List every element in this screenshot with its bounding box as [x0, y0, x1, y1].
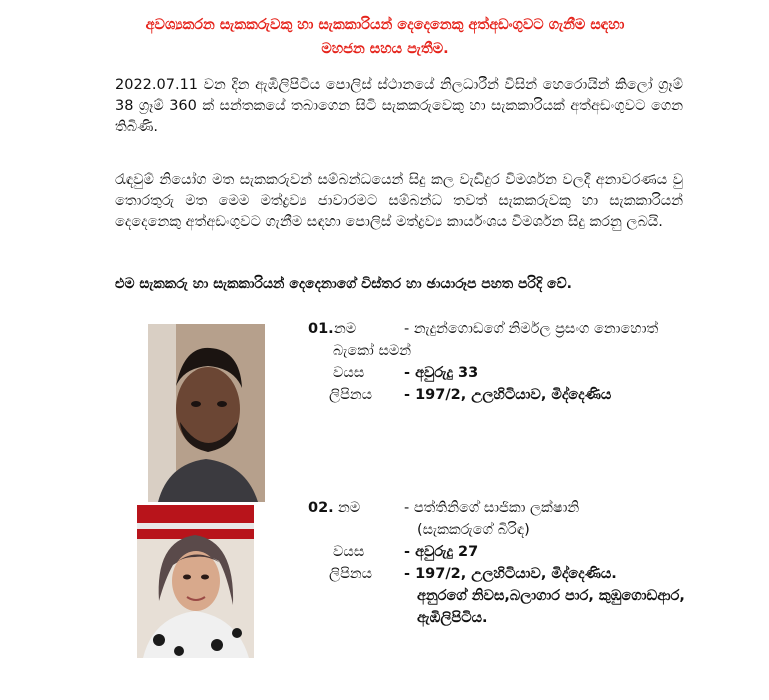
details-summary-line: එම සැකකරු හා සැකකාරියන් දෙදෙනාගේ විස්තර හා ඡායාරූප පහත පරිදි වේ.: [115, 276, 572, 292]
suspect-1-number: 01.: [308, 321, 334, 337]
suspect-1-address-value: - 197/2, උලහිටියාව, මිද්දෙණිය: [404, 387, 612, 403]
suspect-2-address-extra-2: ඇඹිලිපිටිය.: [417, 610, 488, 626]
suspect-2-relation: (සැකකරුගේ බිරිඳ): [417, 522, 530, 538]
suspect-1-name-value: - නැදුන්ගොඩගේ නිර්මල ප්‍රසංග නොහොත්: [404, 321, 659, 337]
notice-title: [95, 13, 675, 61]
suspect-2-record: [308, 497, 708, 637]
paragraph-investigation: රැඳවුම් නියෝග මත සැකකරුවන් සම්බන්ධයෙන් සිදු කල වැඩිදුර විමර්ශන වලදී අනාවරණය වු තොරතුරු මත මෙම මත්ද්‍රව්‍ය ජාවාරමට සම්බන්ධ තවත් සැකකරුවකු හා සැකකාරියන් දෙදෙනෙකු අත්අඩංගුවට ගැනීම සඳහා පොලිස් මත්ද්‍රව්‍ය කාර්යංශය විමර්ශන සිදු කරනු ලබයි.: [115, 172, 683, 230]
suspect-2-address-extra-1: අනුරගේ නිවස,බලාගාර පාර, කුඹුගොඩආර,: [417, 588, 685, 604]
suspect-1-record: [308, 318, 698, 418]
suspect-1-photo: [148, 324, 265, 502]
suspect-2-name-value: - පත්තිනිගේ සාජිකා ලක්ෂානි: [404, 500, 580, 516]
suspect-1-age-value: - අවුරුදු 33: [404, 365, 479, 381]
suspect-1-address-label: ලිපිනය: [329, 387, 373, 403]
paragraph-arrest-details: 2022.07.11 වන දින ඇඹිලිපිටිය පොලිස් ස්ථානයේ නිලධාරීන් විසින් හෙරොයින් කිලෝ ග්‍රෑම් 38 ග්‍රෑම් 360 ක් සන්තකයේ තබාගෙන සිටි සැකකරුවෙකු හා සැකකාරියක් අත්අඩංගුවට ගෙන තිබිණි.: [115, 77, 683, 135]
suspect-2-age-label: වයස: [333, 544, 365, 560]
suspect-1-age-label: වයස: [333, 365, 365, 381]
suspect-1-name-value-cont: බැකෝ සමන්: [333, 343, 412, 359]
notice-title-line-1: අවශ්‍යකරන සැකකරුවකු හා සැකකාරියන් දෙදෙනෙකු අත්අඩංගුවට ගැනීම සඳහා: [145, 17, 625, 33]
suspect-2-name-label: නම: [338, 500, 361, 516]
suspect-2-age-value: - අවුරුදු 27: [404, 544, 479, 560]
suspect-2-photo: [137, 505, 254, 658]
suspect-2-address-value: - 197/2, උලහිටියාව, මිද්දෙණිය.: [404, 566, 617, 582]
suspect-1-name-label: නම: [334, 321, 357, 337]
notice-title-line-2: මහජන සහය පැතීම.: [321, 41, 449, 57]
suspect-2-number: 02.: [308, 500, 334, 516]
suspect-2-address-label: ලිපිනය: [329, 566, 373, 582]
